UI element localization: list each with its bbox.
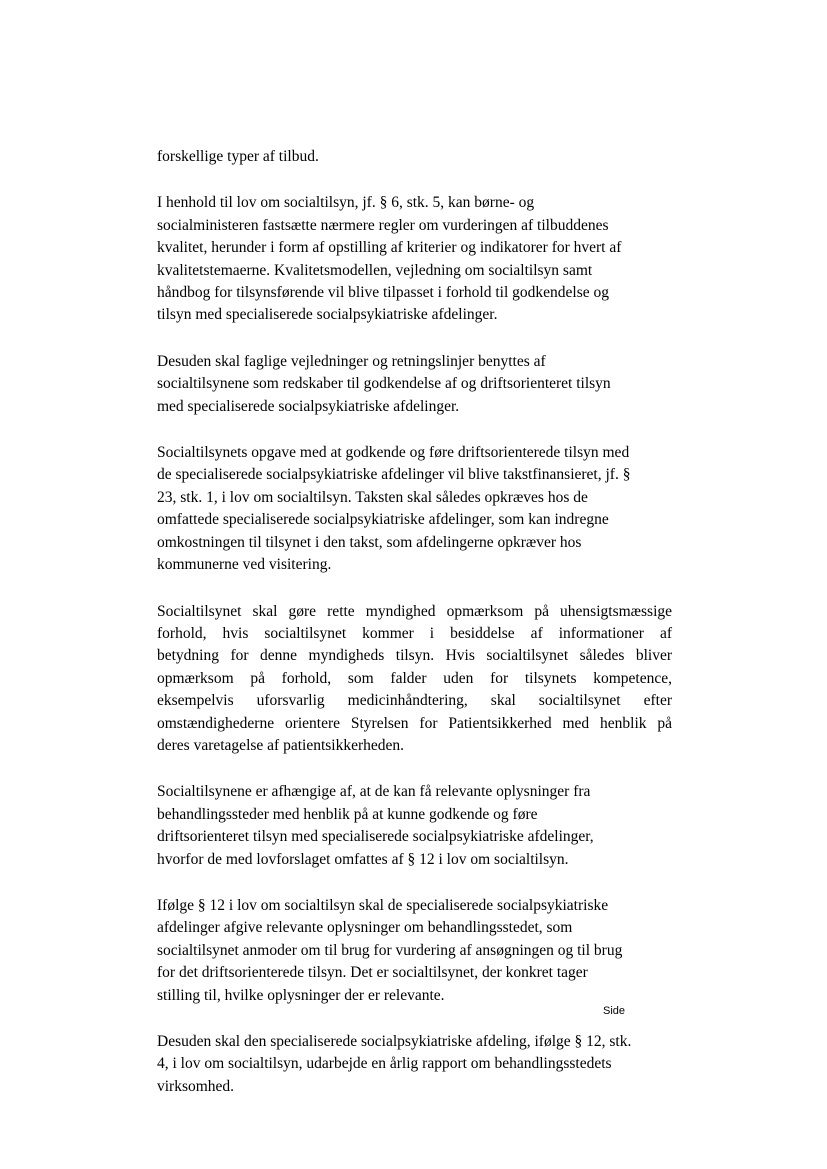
text-line: afdelinger afgive relevante oplysninger om behandlingsstedet, som [157,919,573,937]
text-line: deres varetagelse af patientsikkerheden. [157,736,405,754]
text-line: Socialtilsynene er afhængige af, at de kan få relevante oplysninger fra [157,783,591,801]
text-line: Desuden skal den specialiserede socialpsykiatriske afdeling, ifølge § 12, stk. [157,1033,632,1050]
text-line: 23, stk. 1, i lov om socialtilsyn. Taksten skal således opkræves hos de [157,488,588,506]
text-line: Socialtilsynets opgave med at godkende og føre driftsorienterede tilsyn med [157,444,630,462]
paragraph-8 [157,1031,672,1098]
text-line: forskellige typer af tilbud. [157,148,319,165]
text-line: opmærksom på forhold, som falder uden for tilsynets kompetence, [157,669,672,687]
text-line: betydning for denne myndigheds tilsyn. Hvis socialtilsynet således bliver [157,647,672,665]
text-line: Socialtilsynet skal gøre rette myndighed opmærksom på uhensigtsmæssige [157,602,672,620]
text-line: med specialiserede socialpsykiatriske afdelinger. [157,397,460,415]
paragraph-6 [157,781,672,871]
paragraph-2 [157,192,672,326]
text-line: kvalitet, herunder i form af opstilling af kriterier og indikatorer for hvert af [157,239,622,257]
text-line: socialtilsynene som redskaber til godkendelse af og driftsorienteret tilsyn [157,375,611,393]
text-line: for det driftsorienterede tilsyn. Det er socialtilsynet, der konkret tager [157,964,588,982]
text-line: tilsyn med specialiserede socialpsykiatriske afdelinger. [157,306,498,324]
text-line: stilling til, hvilke oplysninger der er relevante. [157,986,445,1004]
text-line: forhold, hvis socialtilsynet kommer i besiddelse af informationer af [157,624,672,642]
paragraph-7 [157,895,672,1007]
text-line: de specialiserede socialpsykiatriske afdelinger vil blive takstfinansieret, jf. § [157,466,631,484]
text-line: driftsorienteret tilsyn med specialiserede socialpsykiatriske afdelinger, [157,828,594,846]
page-footer-label: Side [603,1005,626,1017]
paragraph-4 [157,442,672,576]
text-line: 4, i lov om socialtilsyn, udarbejde en årlig rapport om behandlingsstedets [157,1055,612,1073]
text-line: omstændighederne orientere Styrelsen for Patientsikkerhed med henblik på [157,714,672,732]
paragraph-3 [157,351,672,418]
paragraph-1 [157,146,672,168]
paragraph-5 [157,601,672,758]
text-line: kommunerne ved visitering. [157,556,332,574]
text-line: omfattede specialiserede socialpsykiatriske afdelinger, som kan indregne [157,511,609,529]
text-line: Desuden skal faglige vejledninger og retningslinjer benyttes af [157,352,546,370]
text-line: hvorfor de med lovforslaget omfattes af § 12 i lov om socialtilsyn. [157,850,569,868]
text-line: behandlingssteder med henblik på at kunne godkende og føre [157,805,538,823]
text-line: Ifølge § 12 i lov om socialtilsyn skal de specialiserede socialpsykiatriske [157,896,609,914]
text-line: socialministeren fastsætte nærmere regler om vurderingen af tilbuddenes [157,216,609,234]
text-line: virksomhed. [157,1077,235,1095]
text-line: socialtilsynet anmoder om til brug for vurdering af ansøgningen og til brug [157,941,623,959]
text-line: omkostningen til tilsynet i den takst, som afdelingerne opkræver hos [157,533,582,551]
text-line: kvalitetstemaerne. Kvalitetsmodellen, vejledning om socialtilsyn samt [157,261,593,279]
text-line: I henhold til lov om socialtilsyn, jf. § 6, stk. 5, kan børne- og [157,194,535,212]
text-line: eksempelvis uforsvarlig medicinhåndtering, skal socialtilsynet efter [157,692,672,710]
document-body [157,146,672,1122]
text-line: håndbog for tilsynsførende vil blive tilpasset i forhold til godkendelse og [157,284,610,302]
